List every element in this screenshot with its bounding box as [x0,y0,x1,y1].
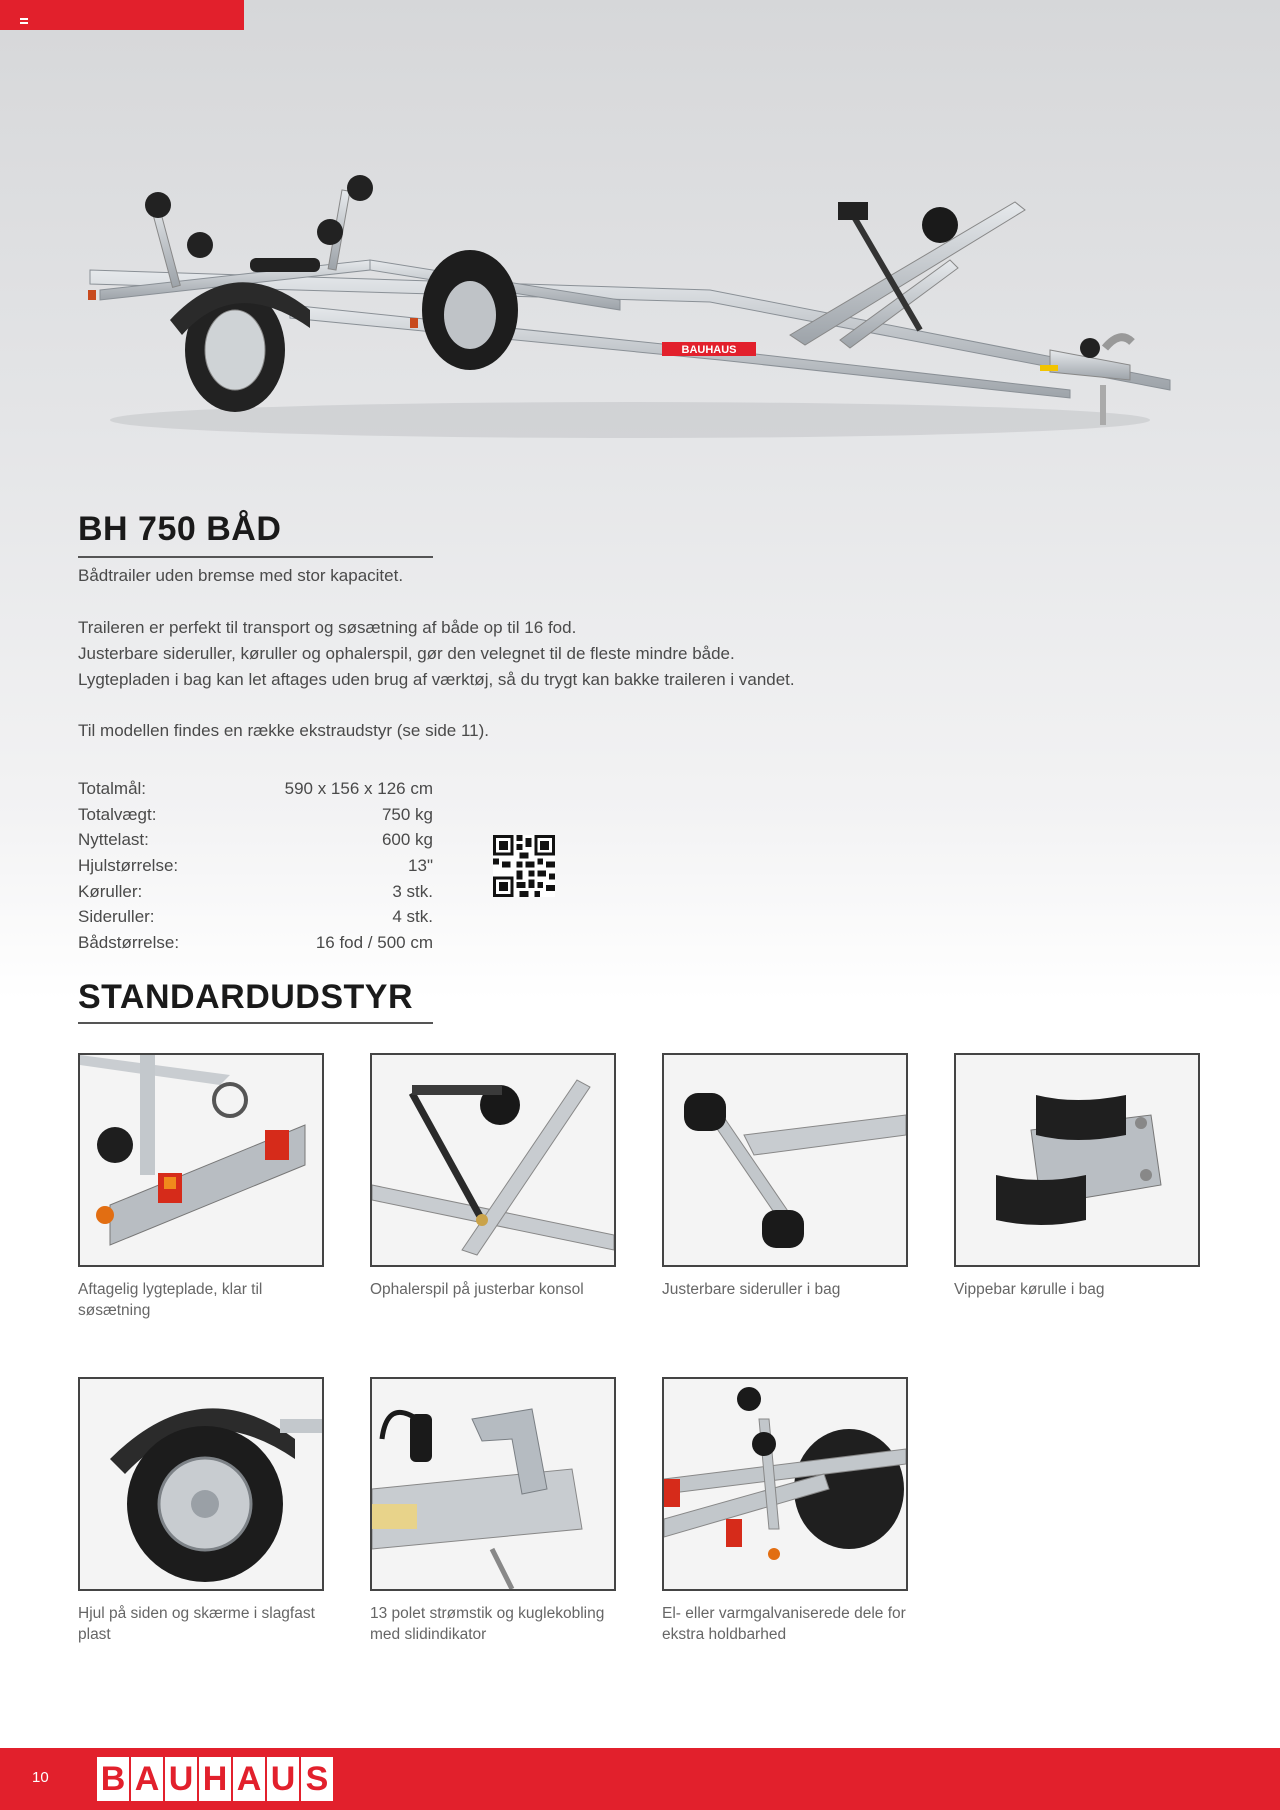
side-rollers-image [662,1053,908,1267]
winch-image [370,1053,616,1267]
spec-label: Hjulstørrelse: [78,856,179,876]
spec-table [78,776,433,956]
logo-letter: U [267,1757,299,1801]
spec-label: Sideruller: [78,907,155,927]
product-description-line: Traileren er perfekt til transport og søsætning af både op til 16 fod. [78,618,577,637]
product-description-line: Lygtepladen i bag kan let aftages uden brug af værktøj, så du trygt kan bakke traileren i vandet. [78,670,795,689]
spec-label: Totalvægt: [78,804,157,824]
spec-value: 600 kg [381,830,433,850]
standard-equipment-title: STANDARDUDSTYR [78,978,414,1016]
spec-row [78,879,433,905]
item-caption: Justerbare sideruller i bag [662,1281,841,1298]
keel-roller-image [954,1053,1200,1267]
spec-row [78,802,433,828]
menu-icon[interactable] [20,18,28,24]
logo-letter: A [131,1757,163,1801]
spec-row [78,827,433,853]
page-footer [0,1748,1280,1810]
accessories-note: Til modellen findes en række ekstraudstyr (se side 11). [78,721,490,740]
top-tab [0,0,244,30]
spec-value: 750 kg [381,804,433,824]
trailer-decal: BAUHAUS [681,344,737,356]
spec-value: 590 x 156 x 126 cm [284,779,433,798]
spec-value: 13" [408,856,433,876]
spec-row [78,930,433,956]
spec-label: Bådstørrelse: [78,933,180,953]
logo-letter: B [97,1757,129,1801]
wheel-image [78,1377,324,1591]
light-board-image [78,1053,324,1267]
item-caption: El- eller varmgalvaniserede dele for ekstra holdbarhed [662,1605,906,1643]
spec-label: Totalmål: [78,779,147,798]
spec-label: Nyttelast: [78,830,149,850]
trailer-hero-image [70,150,1180,460]
spec-row [78,853,433,879]
spec-label: Køruller: [78,881,143,901]
product-description-line: Justerbare sideruller, køruller og ophalerspil, gør den velegnet til de fleste mindre både. [78,644,735,663]
page-number: 10 [32,1769,49,1786]
spec-row [78,904,433,930]
logo-letter: A [233,1757,265,1801]
galvanized-parts-image [662,1377,908,1591]
item-caption: Ophalerspil på justerbar konsol [370,1281,584,1298]
coupling-image [370,1377,616,1591]
title-divider [78,556,433,558]
logo-letter: S [301,1757,333,1801]
product-subtitle: Bådtrailer uden bremse med stor kapacitet. [78,566,404,585]
spec-value: 3 stk. [392,881,433,901]
logo-letter: H [199,1757,231,1801]
item-caption: Aftagelig lygteplade, klar til søsætning [78,1281,263,1319]
bauhaus-logo[interactable] [97,1757,333,1801]
item-caption: Hjul på siden og skærme i slagfast plast [78,1605,315,1643]
spec-row [78,776,433,802]
title-divider [78,1022,433,1024]
spec-value: 16 fod / 500 cm [315,933,433,953]
logo-letter: U [165,1757,197,1801]
item-caption: Vippebar kørulle i bag [954,1281,1105,1298]
product-title: BH 750 BÅD [78,510,282,548]
qr-code-icon[interactable] [493,835,555,897]
item-caption: 13 polet strømstik og kuglekobling med slidindikator [370,1605,605,1643]
spec-value: 4 stk. [392,907,433,927]
